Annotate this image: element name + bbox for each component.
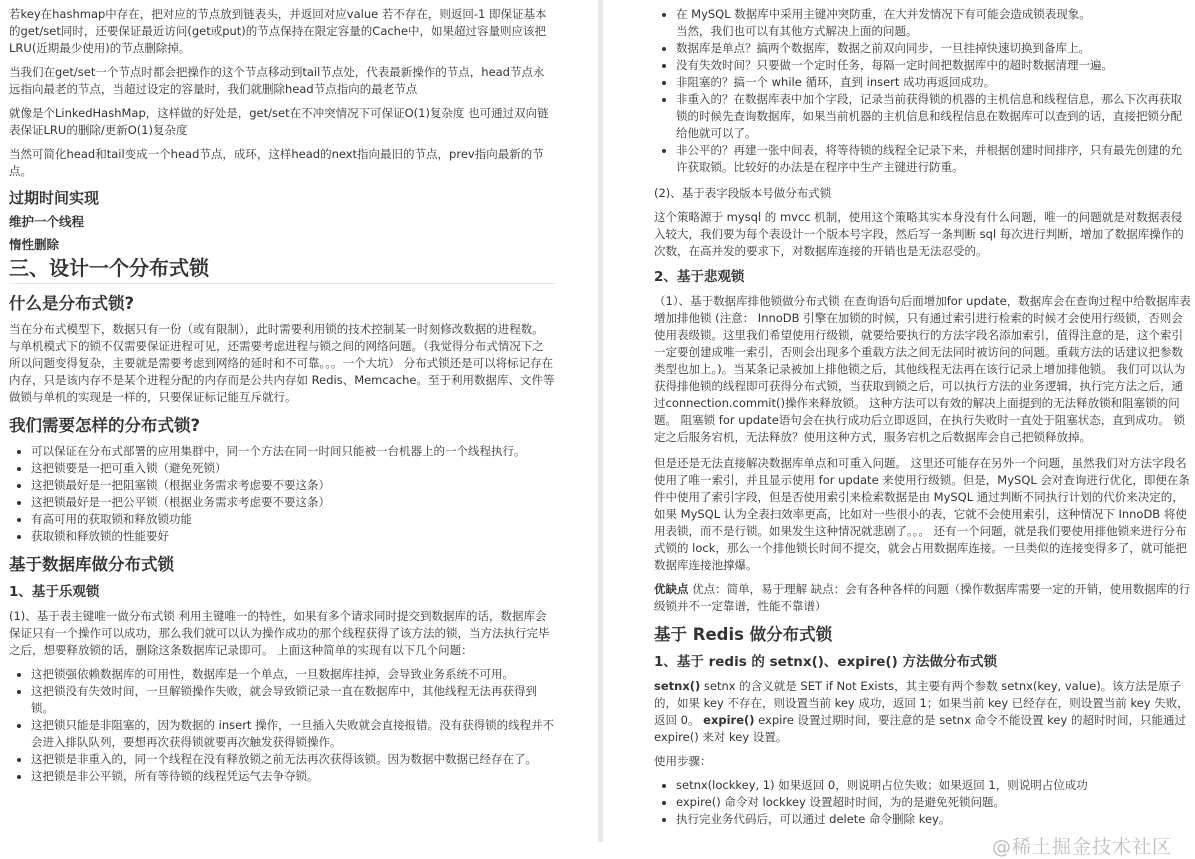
heading-lazy-delete: 惰性删除 [9,237,60,252]
list-item: • 这把锁只能是非阻塞的，因为数据的 insert 操作，一旦插入失败就会直接报错。没有获得锁的线程并不会进入排队队列，要想再次获得锁就要再次触发获得锁操作。 [31,717,555,751]
heading-expire: 过期时间实现 [9,189,100,207]
paragraph: （1）、基于数据库排他锁做分布式锁 在查询语句后面增加for update，数据库会在查询过程中给数据库表增加排他锁 (注意： InnoDB 引擎在加锁的时候，只有通过索引进行检索的时候才会使用行级锁，否则会使用表级锁。这里我们希望使用行级锁，就要给要执行的方法字段名添加索引，值得注意的是，这个索引一定要创建成唯一索引，否则会出现多个重载方法之间无法同时被访问的问题。重载方法的话建议把参数类型也加上。)。当某条记录被加上排他锁之后，其他线程无法再在该行记录上增加排他锁。 我们可以认为获得排他锁的线程即可获得分布式锁，当获取到锁之后，可以执行方法的业务逻辑，执行完方法之后，通过connection.commit()操作来释放锁。 这种方法可以有效的解决上面提到的无法释放锁和阻塞锁的问题。 阻塞锁 for update语句会在执行成功后立即返回，在执行失败时一直处于阻塞状态，直到成功。 锁定之后服务宕机，无法释放？使用这种方式，服务宕机之后数据库会自己把锁释放掉。 [654,294,1191,444]
heading-optimistic: 1、基于乐观锁 [9,584,100,600]
list-item: • 这把锁强依赖数据库的可用性，数据库是一个单点，一旦数据库挂掉，会导致业务系统不可用。 [31,666,555,683]
fix-list [654,6,1192,176]
heading-setnx: 1、基于 redis 的 setnx()、expire() 方法做分布式锁 [654,654,997,670]
list-item: • 有高可用的获取锁和释放锁功能 [31,511,555,528]
paragraph: 若key在hashmap中存在，把对应的节点放到链表头，并返回对应value 若不存在，则返回-1 即保证基本的get/set同时，还要保证最近访问(get或put)的节点保持在限定容量的Cache中，如果超过容量则应该把LRU(近期最少使用)的节点删除掉。 [9,7,547,55]
list-item: • expire() 命令对 lockkey 设置超时时间，为的是避免死锁问题。 [676,794,1192,811]
setnx-paragraph: setnx() setnx 的含义就是 SET if Not Exists，其主要有两个参数 setnx(key, value)。该方法是原子的，如果 key 不存在，则设置当前 key 成功，返回 1；如果当前 key 已经存在，则设置当前 key 失败，返回 0。 expire() expire 设置过期时间，要注意的是 setnx 命令不能设置 key 的超时时间，只能通过 expire() 来对 key 设置。 [654,679,1189,744]
list-item: • 非重入的？在数据库表中加个字段，记录当前获得锁的机器的主机信息和线程信息，那么下次再获取锁的时候先查询数据库，如果当前机器的主机信息和线程信息在数据库可以查到的话，直接把锁分配给他就可以了。 [676,91,1192,142]
list-item: • 这把锁最好是一把阻塞锁（根据业务需求考虑要不要这条） [31,477,555,494]
fix-note: 当然，我们也可以有其他方式解决上面的问题。 [676,24,918,38]
heading-design-lock: 三、设计一个分布式锁 [9,256,555,284]
pros-cons: 优缺点 优点：简单，易于理解 缺点：会有各种各样的问题（操作数据库需要一定的开销，使用数据库的行级锁并不一定靠谱，性能不靠谱） [654,582,1191,613]
list-item: • 这把锁是非重入的，同一个线程在没有释放锁之前无法再次获得该锁。因为数据中数据已经存在了。 [31,751,555,768]
list-item: • 非阻塞的？搞一个 while 循环，直到 insert 成功再返回成功。 [676,74,1192,91]
list-item: • 在 MySQL 数据库中采用主键冲突防重，在大并发情况下有可能会造成锁表现象。 当然，我们也可以有其他方式解决上面的问题。 [676,6,1192,40]
list-item: • 这把锁没有失效时间，一旦解锁操作失败，就会导致锁记录一直在数据库中，其他线程无法再获得到锁。 [31,683,555,717]
paragraph: 但是还是无法直接解决数据库单点和可重入问题。 这里还可能存在另外一个问题，虽然我们对方法字段名使用了唯一索引，并且显示使用 for update 来使用行级锁。但是，MySQL 会对查询进行优化，即便在条件中使用了索引字段，但是否使用索引来检索数据是由 MySQL 通过判断不同执行计划的代价来决定的，如果 MySQL 认为全表扫效率更高，比如对一些很小的表，它就不会使用索引，这种情况下 InnoDB 将使用表锁，而不是行锁。如果发生这种情况就悲剧了。。。 还有一个问题，就是我们要使用排他锁来进行分布式锁的 lock，那么一个排他锁长时间不提交，就会占用数据库连接。一旦类似的连接变得多了，就可能把数据库连接池撑爆。 [654,456,1190,572]
list-item: • setnx(lockkey, 1) 如果返回 0，则说明占位失败；如果返回 1，则说明占位成功 [676,777,1192,794]
heading-pessimistic: 2、基于悲观锁 [654,269,745,285]
page-divider [598,0,603,842]
left-content [0,0,555,785]
right-content [604,0,1192,859]
list-item: • 没有失效时间？只要做一个定时任务，每隔一定时间把数据库中的超时数据清理一遍。 [676,57,1192,74]
right-page [604,0,1195,859]
heading-need-lock: 我们需要怎样的分布式锁? [9,416,201,435]
paragraph: 当然可简化head和tail变成一个head节点，成环，这样head的next指向最旧的节点，prev指向最新的节点。 [9,147,544,178]
heading-db-lock: 基于数据库做分布式锁 [9,555,174,574]
list-item: • 可以保证在分布式部署的应用集群中，同一个方法在同一时间只能被一台机器上的一个线程执行。 [31,443,555,460]
pk-problem-list [9,666,555,785]
steps-list [654,777,1192,828]
list-item: • 执行完业务代码后，可以通过 delete 命令删除 key。 [676,811,1192,828]
heading-what-is-lock: 什么是分布式锁? [9,294,135,313]
list-item: • 获取锁和释放锁的性能要好 [31,528,555,545]
list-item: • 这把锁是非公平锁，所有等待锁的线程凭运气去争夺锁。 [31,768,555,785]
paragraph: (1)、基于表主键唯一做分布式锁 利用主键唯一的特性，如果有多个请求同时提交到数据库的话，数据库会保证只有一个操作可以成功，那么我们就可以认为操作成功的那个线程获得了该方法的锁，当方法执行完毕之后，想要释放锁的话，删除这条数据库记录即可。 上面这种简单的实现有以下几个问题： [9,609,550,657]
list-item: • 这把锁最好是一把公平锁（根据业务需求考虑要不要这条） [31,494,555,511]
paragraph: 当在分布式模型下，数据只有一份（或有限制），此时需要利用锁的技术控制某一时刻修改数据的进程数。 与单机模式下的锁不仅需要保证进程可见，还需要考虑进程与锁之间的网络问题。（我觉得分布式情况下之所以问题变得复杂，主要就是需要考虑到网络的延时和不可靠。。。一个大坑） 分布式锁还是可以将标记存在内存，只是该内存不是某个进程分配的内存而是公共内存如 Redis、Memcache。至于利用数据库、文件等做锁与单机的实现是一样的，只要保证标记能互斥就行。 [9,322,555,404]
need-list [9,443,555,545]
watermark: @稀土掘金技术社区 [991,836,1172,858]
paragraph: 当我们在get/set一个节点时都会把操作的这个节点移动到tail节点处，代表最新操作的节点，head节点永远指向最老的节点，当超过设定的容量时，我们就删除head节点指向的最老节点 [9,65,545,96]
list-item: • 这把锁要是一把可重入锁（避免死锁） [31,460,555,477]
list-item: • 数据库是单点？搞两个数据库，数据之前双向同步，一旦挂掉快速切换到备库上。 [676,40,1192,57]
paragraph: 这个策略源于 mysql 的 mvcc 机制，使用这个策略其实本身没有什么问题，唯一的问题就是对数据表侵入较大，我们要为每个表设计一个版本号字段，然后写一条判断 sql 每次进行判断，增加了数据库操作的次数，在高并发的要求下，对数据库连接的开销也是无法忍受的。 [654,210,1184,258]
heading-redis-lock: 基于 Redis 做分布式锁 [654,625,833,644]
paragraph: 就像是个LinkedHashMap，这样做的好处是，get/set在不冲突情况下可保证O(1)复杂度 也可通过双向链表保证LRU的删除/更新O(1)复杂度 [9,106,549,137]
heading-thread: 维护一个线程 [9,214,85,229]
left-page [0,0,598,792]
list-item: • 非公平的？再建一张中间表，将等待锁的线程全记录下来，并根据创建时间排序，只有最先创建的允许获取锁。比较好的办法是在程序中生产主键进行防重。 [676,142,1192,176]
paragraph: (2)、基于表字段版本号做分布式锁 [654,186,832,200]
steps-title: 使用步骤： [654,754,712,768]
